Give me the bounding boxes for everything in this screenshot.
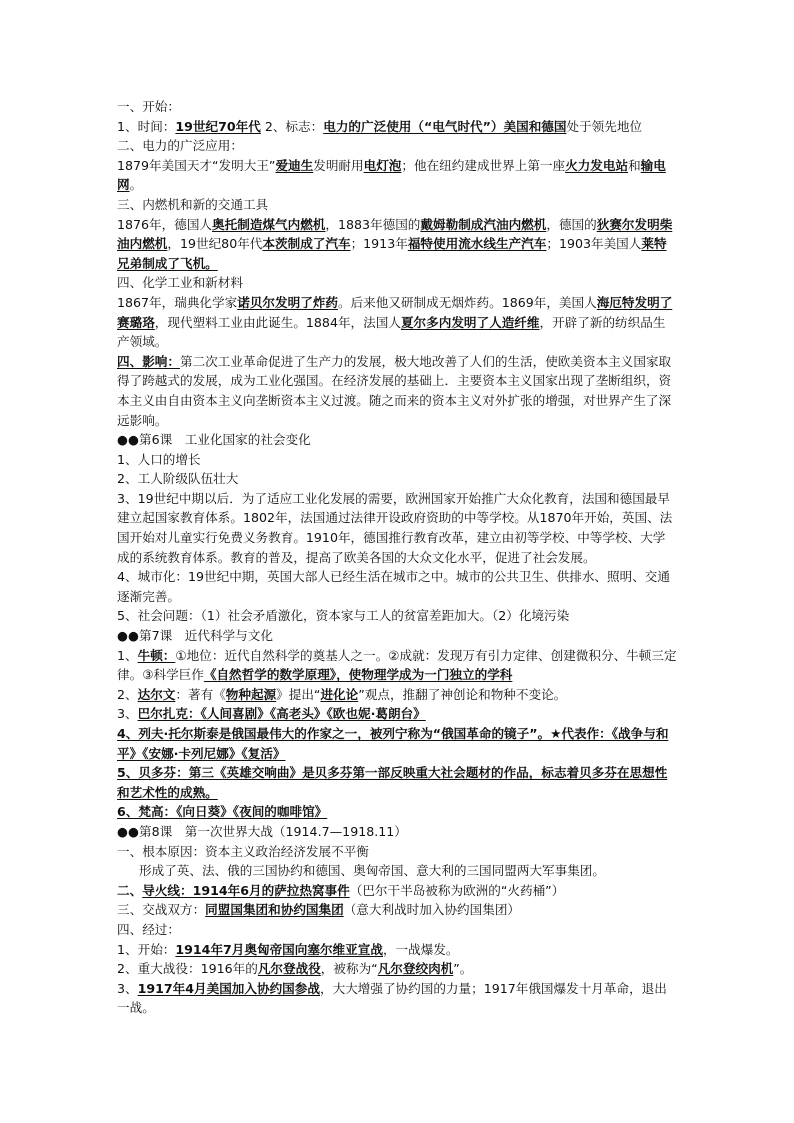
item-workers: 2、工人阶级队伍壮大: [117, 471, 239, 487]
item-trigger: 二、导火线：1914年6月的萨拉热窝事件（巴尔干半岛被称为欧洲的“火药桶”）: [117, 882, 565, 898]
heading-chemistry: 四、化学工业和新材料: [117, 275, 243, 291]
item-belligerents: 三、交战双方：同盟国集团和协约国集团（意大利战时加入协约国集团）: [117, 902, 520, 918]
item-urbanization: 4、城市化：19世纪中期，英国大部人已经生活在城市之中。城市的公共卫生、供排水、照明、交通逐渐完善。: [117, 569, 670, 604]
item-van-gogh: 6、梵高：《向日葵》《夜间的咖啡馆》: [117, 804, 328, 820]
item-newton: 1、牛顿：①地位：近代自然科学的奠基人之一。②成就：发现万有引力定律、创建微积分、牛顿三定律。③科学巨作《自然哲学的数学原理》，使物理学成为一门独立的学科: [117, 647, 677, 683]
item-usa-joins: 3、1917年4月美国加入协约国参战，大大增强了协约国的力量；1917年俄国爆发十月革命，退出一战。: [117, 980, 667, 1016]
paragraph-engine: 1876年，德国人奥托制造煤气内燃机，1883年德国的戴姆勒制成汽油内燃机，德国的狄赛尔发明柴油内燃机，19世纪80年代本茨制成了汽车；1913年福特使用流水线生产汽车；1903年美国人莱特兄弟制成了飞机。: [117, 216, 673, 271]
paragraph-time-sign: 1、时间：19世纪70年代 2、标志：电力的广泛使用（“电气时代”）美国和德国处于领先地位: [117, 118, 643, 134]
heading-electricity: 二、电力的广泛应用：: [117, 138, 243, 154]
item-tolstoy: 4、列夫·托尔斯泰是俄国最伟大的作家之一，被列宁称为“俄国革命的镜子”。★代表作：《战争与和平》《安娜·卡列尼娜》《复活》: [117, 726, 669, 761]
heading-course: 四、经过：: [117, 921, 180, 937]
heading-engine: 三、内燃机和新的交通工具: [117, 196, 269, 212]
item-balzac: 3、巴尔扎克：《人间喜剧》《高老头》《欧也妮·葛朗台》: [117, 706, 426, 722]
heading-lesson-7: ●●第7课 近代科学与文化: [117, 628, 273, 644]
item-darwin: 2、达尔文：著有《物种起源》提出“进化论”观点，推翻了神创论和物种不变论。: [117, 686, 567, 702]
document-page: [117, 97, 677, 1018]
paragraph-chemistry: 1867年，瑞典化学家诺贝尔发明了炸药。后来他又研制成无烟炸药。1869年，美国人海厄特发明了赛璐珞，现代塑料工业由此诞生。1884年，法国人夏尔多内发明了人造纤维，开辟了新的纺织品生产领域。: [117, 294, 673, 350]
item-social-problems: 5、社会问题：（1）社会矛盾激化，资本家与工人的贫富差距加大。（2）化境污染: [117, 608, 570, 624]
item-battle: 2、重大战役：1916年的凡尔登战役，被称为“凡尔登绞肉机”。: [117, 961, 473, 977]
paragraph-impact: 四、影响：第二次工业革命促进了生产力的发展，极大地改善了人们的生活，使欧美资本主义国家取得了跨越式的发展，成为工业化强国。在经济发展的基础上．主要资本主义国家出现了垄断组织，资本主义由自由资本主义向垄断资本主义过渡。随之而来的资本主义对外扩张的增强，对世界产生了深远影响。: [117, 353, 672, 428]
heading-lesson-8: ●●第8课 第一次世界大战（1914.7—1918.11）: [117, 823, 407, 839]
item-population: 1、人口的增长: [117, 451, 201, 467]
item-alliances: 形成了英、法、俄的三国协约和德国、奥匈帝国、意大利的三国同盟两大军事集团。: [139, 863, 605, 879]
item-beethoven: 5、贝多芬：第三《英雄交响曲》是贝多芬第一部反映重大社会题材的作品，标志着贝多芬在思想性和艺术性的成熟。: [117, 765, 668, 800]
item-education: 3、19世纪中期以后．为了适应工业化发展的需要，欧洲国家开始推广大众化教育，法国和德国最早建立起国家教育体系。1802年，法国通过法律开设政府资助的中等学校。从1870年开始，英国、法国开始对儿童实行免费义务教育。1910年，德国推行教育改革，建立由初等学校、中等学校、大学成的系统教育体系。教育的普及，提高了欧美各国的大众文化水平，促进了社会发展。: [117, 490, 673, 565]
item-root-cause: 一、根本原因：资本主义政治经济发展不平衡: [117, 843, 369, 859]
item-outbreak: 1、开始：1914年7月奥匈帝国向塞尔维亚宣战，一战爆发。: [117, 941, 459, 957]
heading-lesson-6: ●●第6课 工业化国家的社会变化: [117, 432, 311, 448]
paragraph-edison: 1879年美国天才“发明大王”爱迪生发明耐用电灯泡；他在纽约建成世界上第一座火力发电站和输电网。: [117, 157, 666, 193]
heading-start: 一、开始：: [117, 99, 180, 114]
